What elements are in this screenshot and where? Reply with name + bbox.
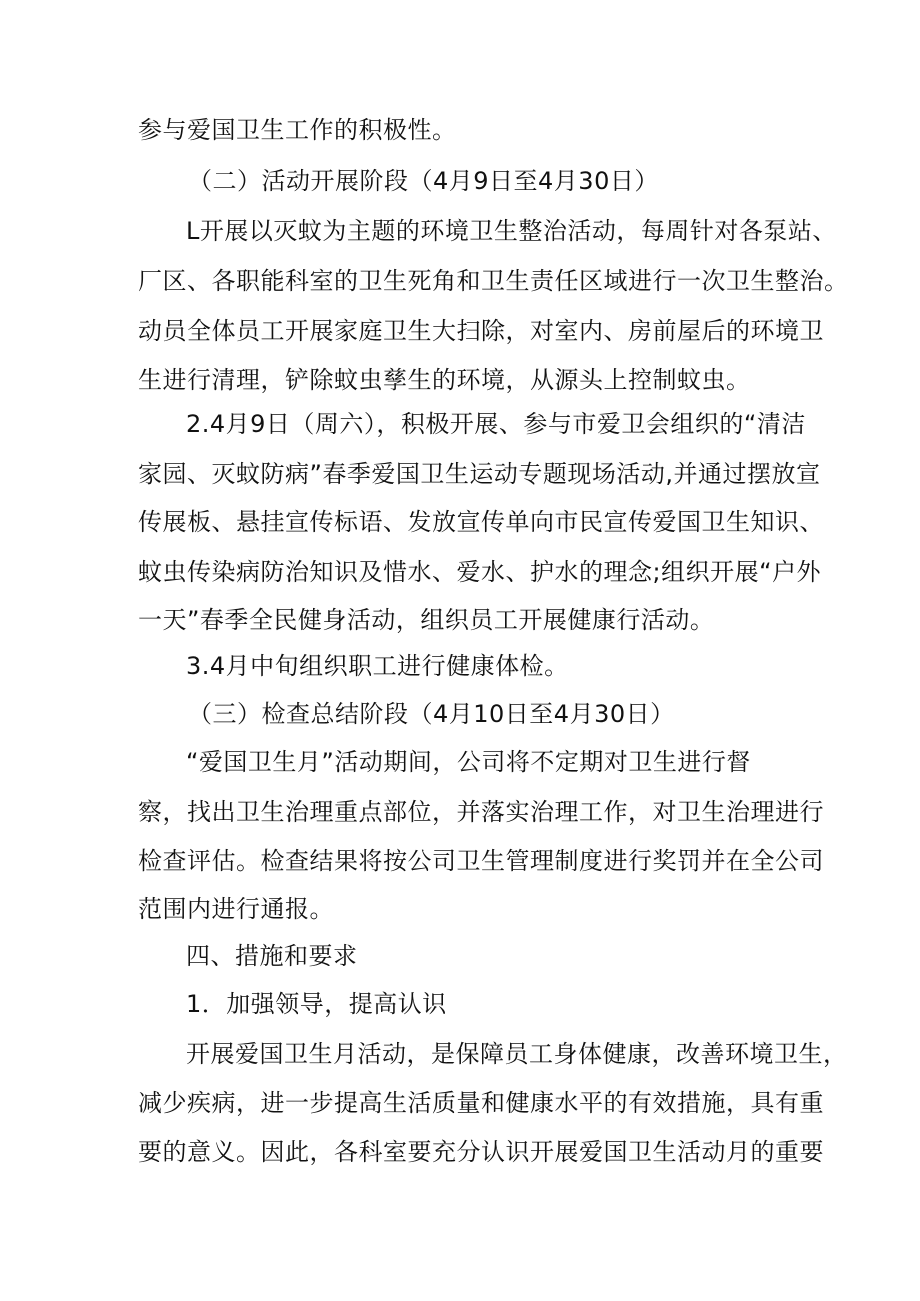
section-heading: 四、措施和要求 <box>186 942 358 970</box>
text-line: “爱国卫生月”活动期间，公司将不定期对卫生进行督 <box>186 748 751 776</box>
text-line: 一天”春季全民健身活动，组织员工开展健康行活动。 <box>138 606 715 634</box>
text-line: 生进行清理，铲除蚊虫孳生的环境，从源头上控制蚊虫。 <box>138 366 751 394</box>
text-line: 蚊虫传染病防治知识及惜水、爱水、护水的理念;组织开展“户外 <box>138 558 822 586</box>
text-line: 察，找出卫生治理重点部位，并落实治理工作，对卫生治理进行 <box>138 798 824 826</box>
section-heading: （二）活动开展阶段（4月9日至4月30日） <box>188 167 659 195</box>
section-heading: （三）检查总结阶段（4月10日至4月30日） <box>188 700 675 728</box>
text-line: 3.4月中旬组织职工进行健康体检。 <box>186 652 569 680</box>
subsection-heading: 1．加强领导，提高认识 <box>186 990 447 1018</box>
text-line: 范围内进行通报。 <box>138 895 334 923</box>
text-line: 家园、灭蚊防病”春季爱国卫生运动专题现场活动,并通过摆放宣 <box>138 460 821 488</box>
text-line: 开展爱国卫生月活动，是保障员工身体健康，改善环境卫生， <box>186 1040 848 1068</box>
text-line: 2.4月9日（周六），积极开展、参与市爱卫会组织的“清洁 <box>186 410 806 438</box>
text-line: L开展以灭蚊为主题的环境卫生整治活动，每周针对各泵站、 <box>186 217 837 245</box>
text-line: 厂区、各职能科室的卫生死角和卫生责任区域进行一次卫生整治。 <box>138 267 849 295</box>
text-line: 参与爱国卫生工作的积极性。 <box>138 116 457 144</box>
text-line: 要的意义。因此，各科室要充分认识开展爱国卫生活动月的重要 <box>138 1138 824 1166</box>
text-line: 减少疾病，进一步提高生活质量和健康水平的有效措施，具有重 <box>138 1089 824 1117</box>
text-line: 检查评估。检查结果将按公司卫生管理制度进行奖罚并在全公司 <box>138 847 824 875</box>
text-line: 动员全体员工开展家庭卫生大扫除，对室内、房前屋后的环境卫 <box>138 317 824 345</box>
text-line: 传展板、悬挂宣传标语、发放宣传单向市民宣传爱国卫生知识、 <box>138 508 824 536</box>
